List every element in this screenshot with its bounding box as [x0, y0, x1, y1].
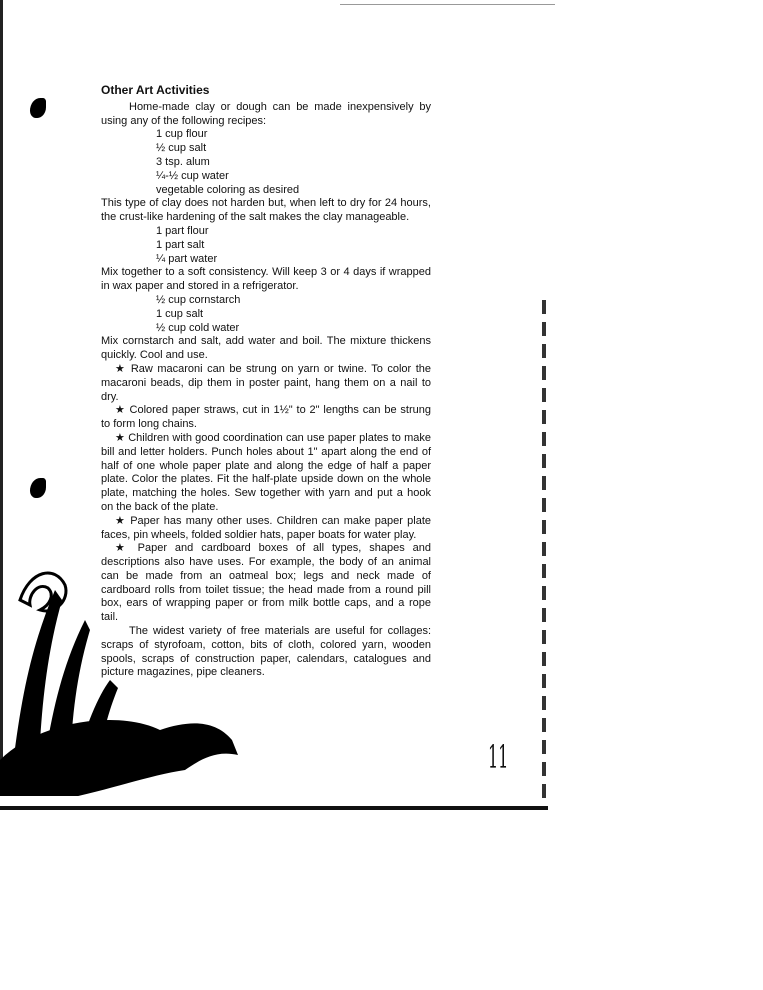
ingredient: ½ cup cold water — [156, 321, 240, 334]
ingredient: ½ cup cornstarch — [156, 293, 241, 306]
ingredient: 1 part flour — [156, 224, 209, 237]
ingredient: 3 tsp. alum — [156, 155, 210, 168]
scan-right-edge — [542, 300, 546, 800]
bullet-paragraph: ★ Children with good coordination can use paper plates to make bill and letter holders. Punch holes about 1" apart along the end of half of one whole paper plate and along the edge of half a paper plate. Color the plates. Fit the half-plate upside down on the whole plate, matching the holes. Sew together with yarn and put a hook on the back of the plate. — [101, 431, 431, 513]
recipe-3 — [101, 294, 431, 335]
ingredient: 1 cup salt — [156, 307, 204, 320]
ingredient: ¼ part water — [156, 252, 218, 265]
scan-top-line — [340, 4, 555, 5]
closing-paragraph: The widest variety of free materials are useful for collages: scraps of styrofoam, cotton, bits of cloth, colored yarn, wooden spools, scraps of construction paper, calendars, catalogues and picture magazines, pipe cleaners. — [101, 625, 431, 679]
ingredient: vegetable coloring as desired — [156, 183, 300, 196]
recipe-2 — [101, 225, 431, 266]
bullet-paragraph: ★ Colored paper straws, cut in 1½" to 2" lengths can be strung to form long chains. — [101, 404, 431, 431]
ingredient: ¼-½ cup water — [156, 169, 229, 182]
recipe-2-note: Mix together to a soft consistency. Will keep 3 or 4 days if wrapped in wax paper and stored in a refrigerator. — [101, 266, 431, 293]
bullet-paragraph: ★ Paper has many other uses. Children can make paper plate faces, pin wheels, folded soldier hats, paper boats for water play. — [101, 514, 431, 541]
ingredient: ½ cup salt — [156, 142, 207, 155]
section-heading: Other Art Activities — [101, 83, 210, 97]
ingredient: 1 cup flour — [156, 128, 208, 141]
page-bottom-line — [0, 806, 548, 810]
article — [101, 84, 431, 680]
intro-paragraph: Home-made clay or dough can be made inexpensively by using any of the following recipes: — [101, 100, 431, 127]
ingredient: 1 part salt — [156, 238, 205, 251]
recipe-1-note: This type of clay does not harden but, when left to dry for 24 hours, the crust-like hardening of the salt makes the clay manageable. — [101, 197, 431, 224]
bullet-paragraph: ★ Paper and cardboard boxes of all types, shapes and descriptions also have uses. For example, the body of an animal can be made from an oatmeal box; legs and neck made of cardboard rolls from toilet tissue; the head made from a round pill box, ears of wrapping paper or from milk bottle caps, and a rope tail. — [101, 542, 431, 624]
punch-hole-top — [30, 98, 46, 118]
recipe-1 — [101, 128, 431, 197]
recipe-3-note: Mix cornstarch and salt, add water and boil. The mixture thickens quickly. Cool and use. — [101, 335, 431, 362]
bullet-paragraph: ★ Raw macaroni can be strung on yarn or twine. To color the macaroni beads, dip them in poster paint, hang them on a nail to dry. — [101, 362, 431, 403]
punch-hole-bottom — [30, 478, 46, 498]
page-number: 11 — [488, 738, 509, 776]
